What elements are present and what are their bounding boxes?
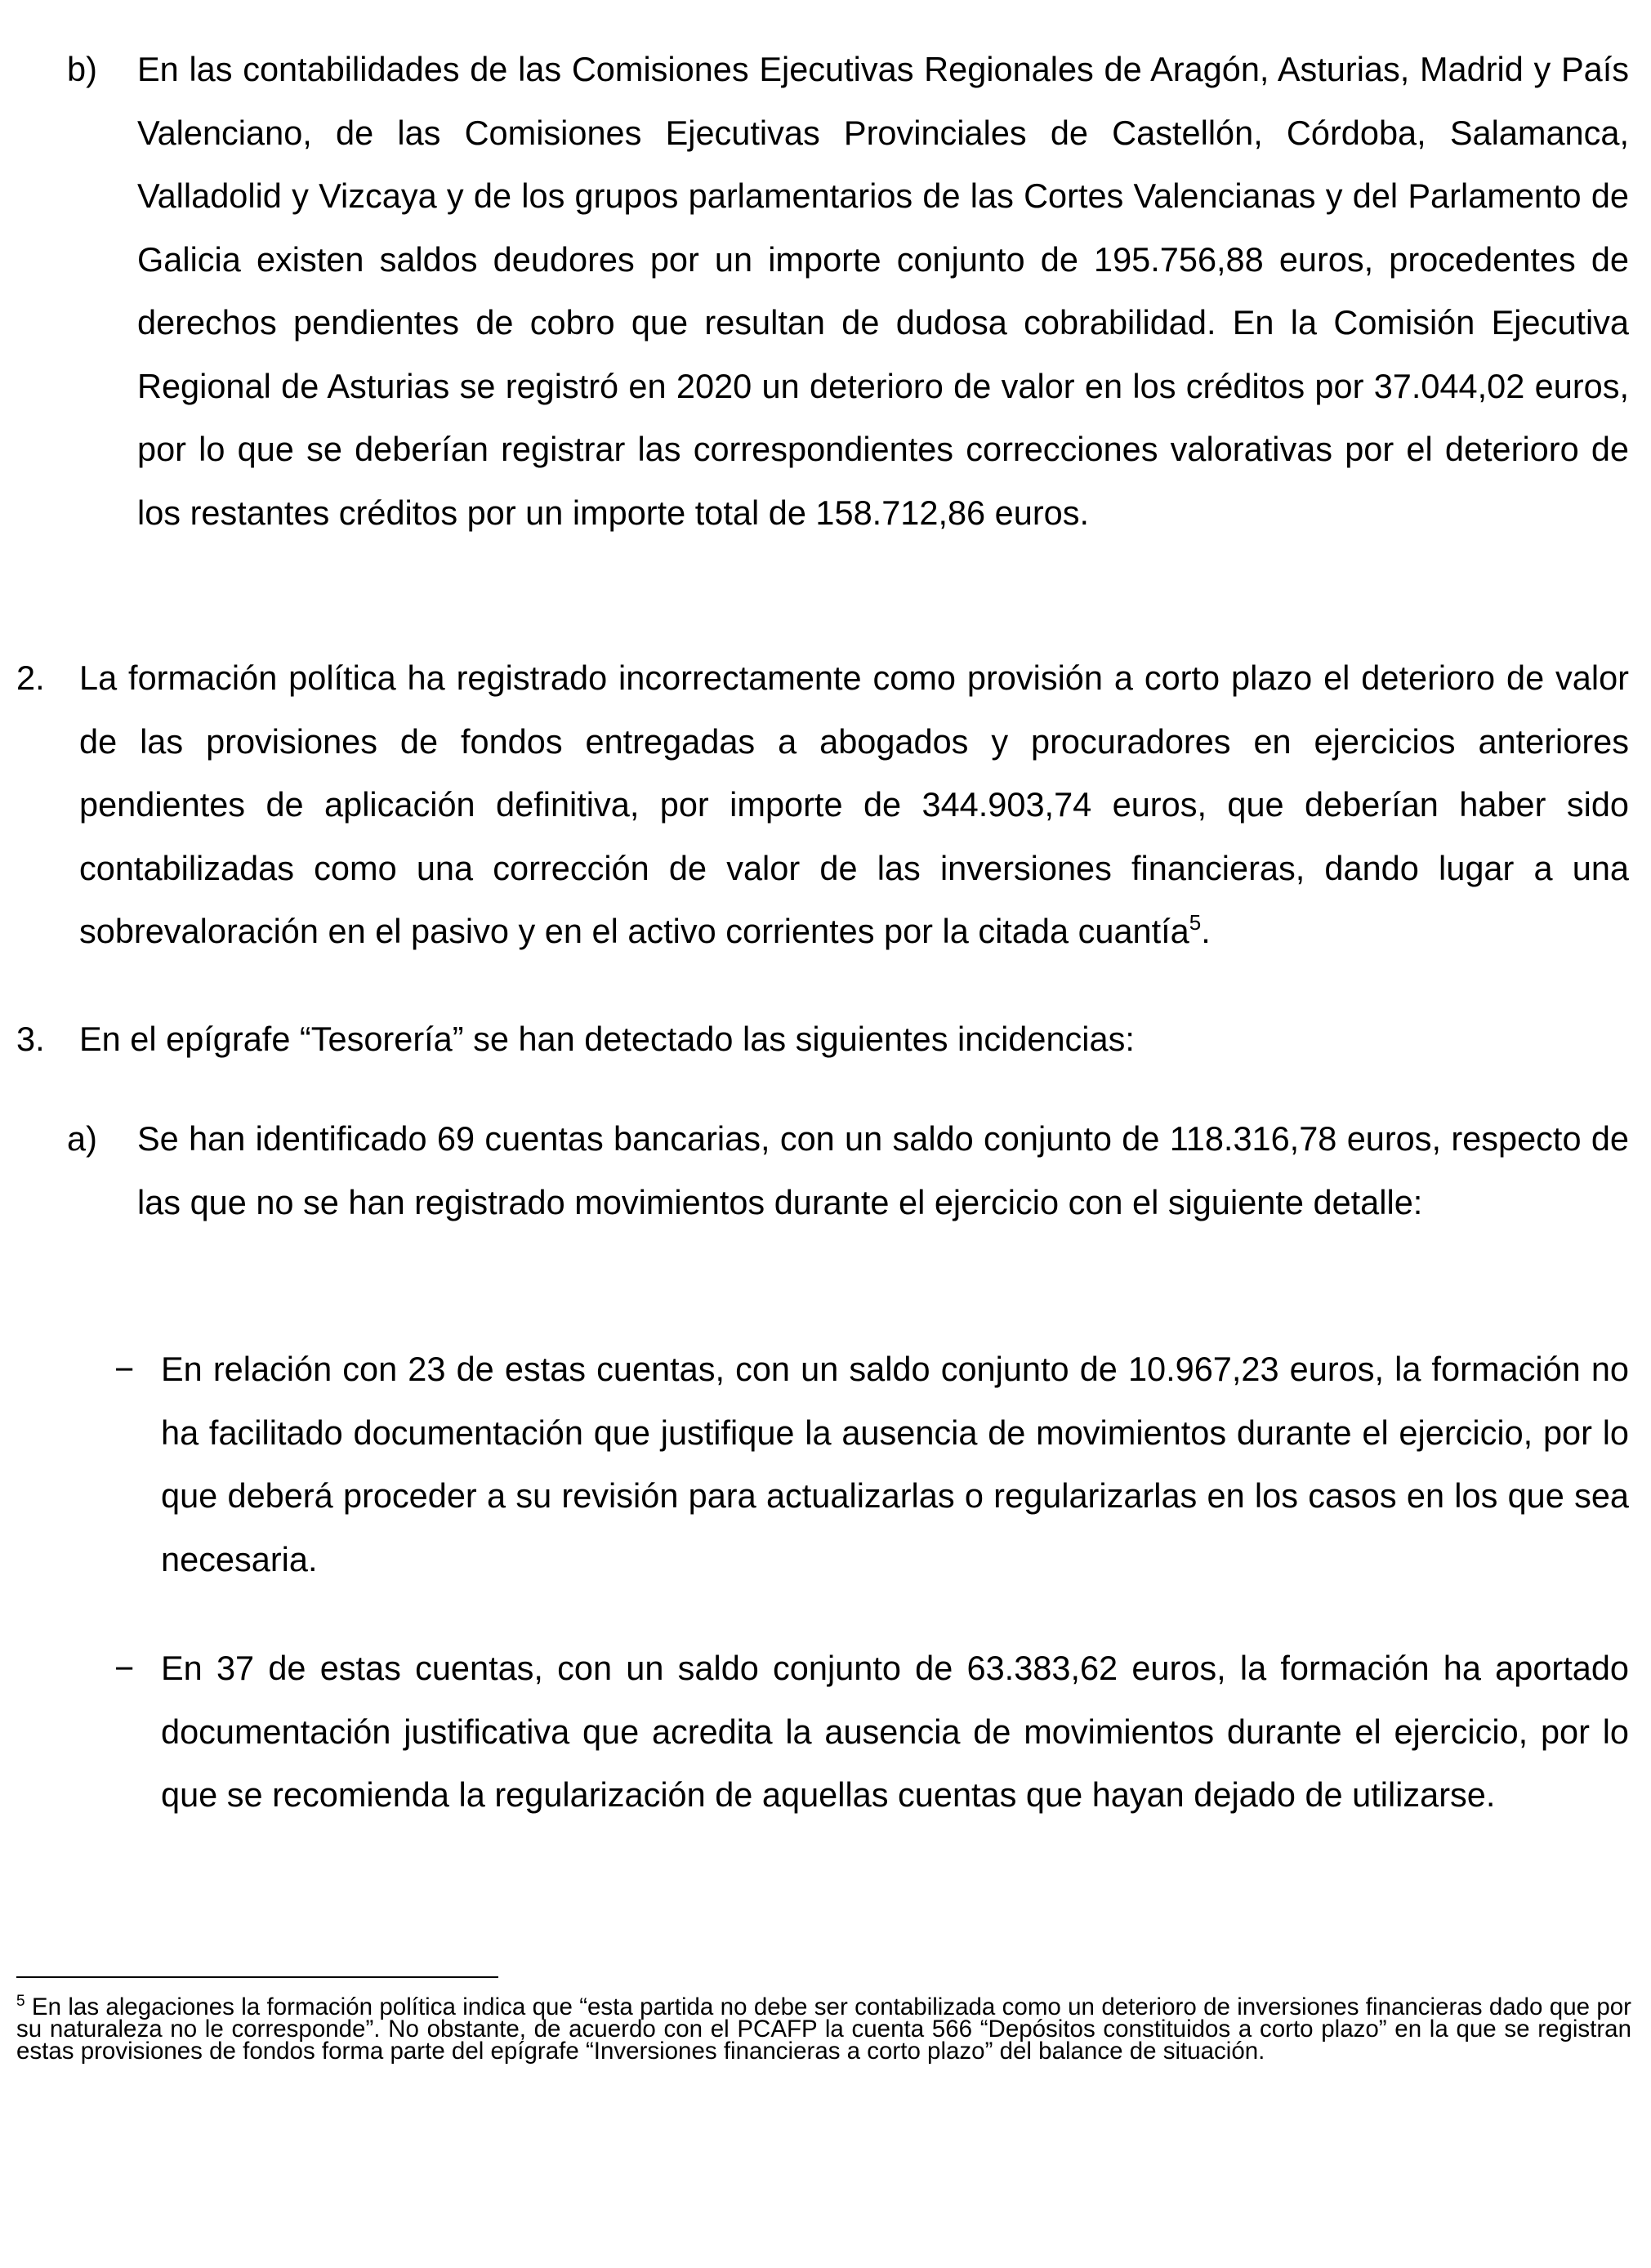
dash-1-marker: − xyxy=(114,1350,135,1388)
footnote-separator xyxy=(16,1976,498,1978)
item-2-end: . xyxy=(1201,912,1211,950)
item-2-marker: 2. xyxy=(16,659,45,697)
item-3-marker: 3. xyxy=(16,1020,45,1058)
dash-1-paragraph: En relación con 23 de estas cuentas, con un saldo conjunto de 10.967,23 euros, la formación no ha facilitado documentación que justifique la ausencia de movimientos durante el ejercicio, por lo que deberá proceder a su revisión para actualizarlas o regularizarlas en los casos en los que sea necesaria. xyxy=(161,1350,1629,1578)
item-3-paragraph: En el epígrafe “Tesorería” se han detectado las siguientes incidencias: xyxy=(79,1020,1135,1058)
item-3a-paragraph: Se han identificado 69 cuentas bancarias, con un saldo conjunto de 118.316,78 euros, respecto de las que no se han registrado movimientos durante el ejercicio con el siguiente detalle: xyxy=(137,1119,1629,1221)
footnote-number: 5 xyxy=(16,1993,25,2010)
item-2-text: La formación política ha registrado incorrectamente como provisión a corto plazo el deterioro de valor de las provisiones de fondos entregadas a abogados y procuradores en ejercicios anteriores pendientes de aplicación definitiva, por importe de 344.903,74 euros, que deberían haber sido contabilizadas como una corrección de valor de las inversiones financieras, dando lugar a una sobrevaloración en el pasivo y en el activo corrientes por la citada cuantía xyxy=(79,659,1629,950)
dash-2-paragraph: En 37 de estas cuentas, con un saldo conjunto de 63.383,62 euros, la formación ha aportado documentación justificativa que acredita la ausencia de movimientos durante el ejercicio, por lo que se recomienda la regularización de aquellas cuentas que hayan dejado de utilizarse. xyxy=(161,1649,1629,1814)
footnote-text: En las alegaciones la formación política indica que “esta partida no debe ser contabilizada como un deterioro de inversiones financieras dado que por su naturaleza no le corresponde”. No obstante, de acuerdo con el PCAFP la cuenta 566 “Depósitos constituidos a corto plazo” en la que se registran estas provisiones de fondos forma parte del epígrafe “Inversiones financieras a corto plazo” del balance de situación. xyxy=(16,1993,1631,2065)
footnote-reference: 5 xyxy=(1189,910,1202,935)
dash-2-marker: − xyxy=(114,1649,135,1687)
item-b-marker: b) xyxy=(67,50,97,88)
item-b-paragraph: En las contabilidades de las Comisiones Ejecutivas Regionales de Aragón, Asturias, Madrid y País Valenciano, de las Comisiones Ejecutivas Provinciales de Castellón, Córdoba, Salamanca, Valladolid y Vizcaya y de los grupos parlamentarios de las Cortes Valencianas y del Parlamento de Galicia existen saldos deudores por un importe conjunto de 195.756,88 euros, procedentes de derechos pendientes de cobro que resultan de dudosa cobrabilidad. En la Comisión Ejecutiva Regional de Asturias se registró en 2020 un deterioro de valor en los créditos por 37.044,02 euros, por lo que se deberían registrar las correspondientes correcciones valorativas por el deterioro de los restantes créditos por un importe total de 158.712,86 euros. xyxy=(137,50,1629,532)
item-2-paragraph xyxy=(79,646,1629,963)
footnote xyxy=(16,1993,1631,2065)
item-3a-marker: a) xyxy=(67,1119,97,1158)
